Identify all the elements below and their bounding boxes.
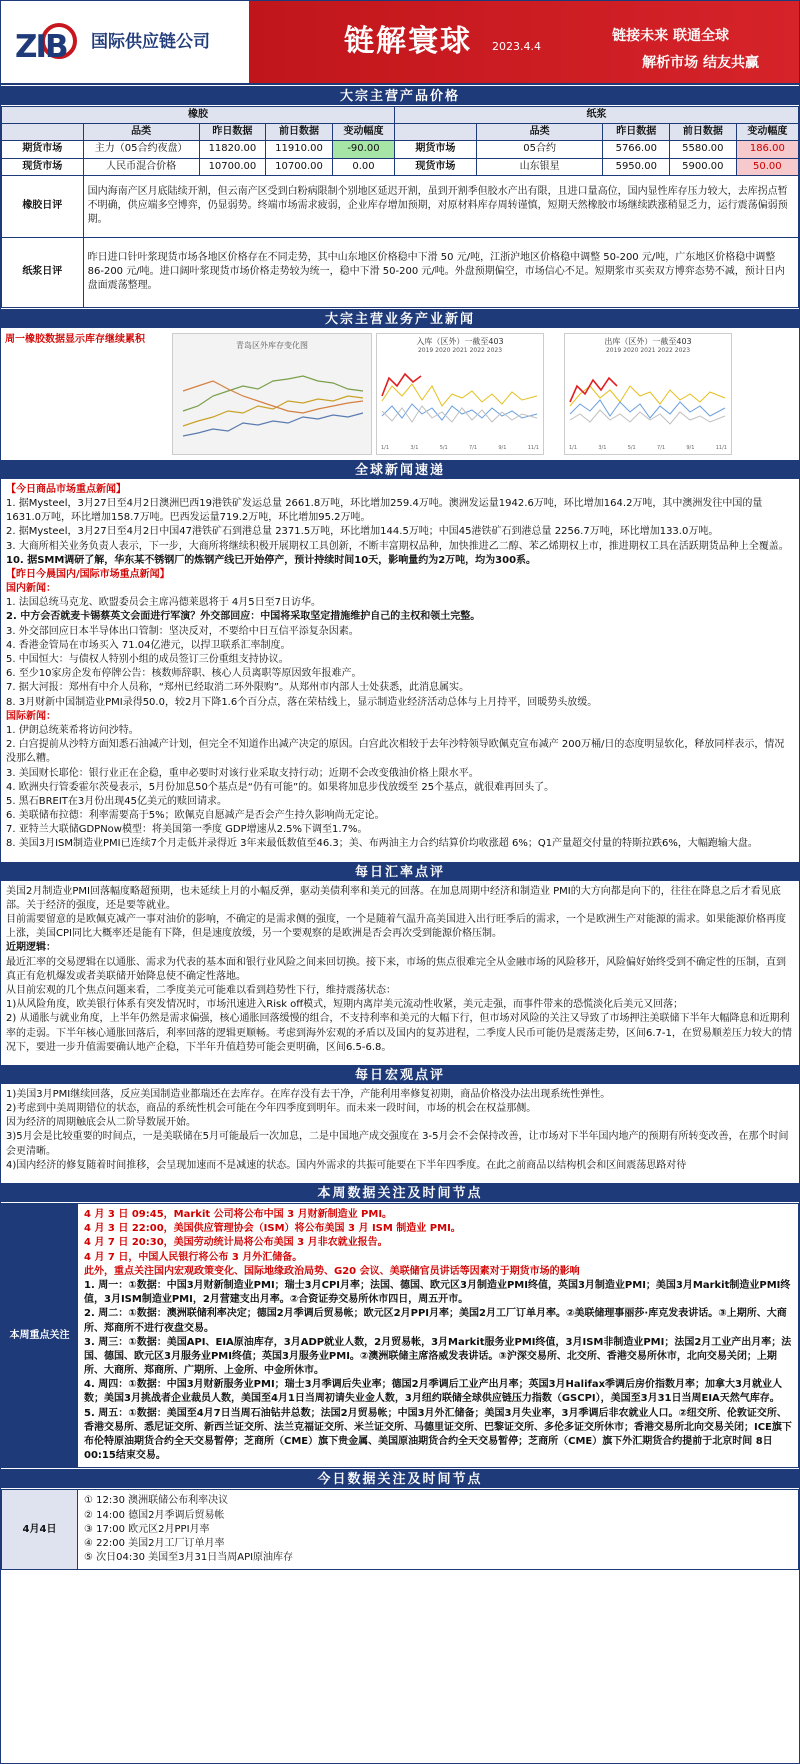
list-item: 1. 周一：①数据：中国3月财新制造业PMI；瑞士3月CPI月率；法国、德国、欧元区3月制造业PMI终值，英国3月制造业PMI；美国3月Markit制造业PMI终值，3月ISM制造业PMI，2月营建支出月率。②合资证券交易所休市四日，周五开市。 [84,1279,791,1306]
list-item: ③ 17:00 欧元区2月PPI月率 [84,1523,210,1535]
list-item: ⑤ 次日04:30 美国至3月31日当周API原油库存 [84,1552,294,1564]
list-item: 8. 3月财新中国制造业PMI录得50.0，较2月下降1.6个百分点，落在荣枯线上，显示制造业经济活动总体与上月持平，回暖势头放缓。 [6,696,598,708]
list-item: 2. 中方会否就麦卡锡蔡英文会面进行军演？外交部回应：中国将采取坚定措施维护自己的主权和领土完整。 [6,611,481,623]
rubber-futures-change: -90.00 [332,141,394,158]
macro-commentary [1,1085,799,1176]
list-item: 2)考虑到中美周期错位的状态，商品的系统性机会可能在今年四季度到明年。而未来一段时间，市场的机会在权益那侧。 [6,1103,537,1115]
list-item: 10. 据SMM调研了解，华东某不锈钢厂的炼钢产线已开始停产，预计持续时间10天，影响量约为2万吨，均为300系。 [6,554,537,566]
list-item: 8. 美国3月ISM制造业PMI已连续7个月走低并录得近 3年来最低数值至46.3；美、布两油主力合约结算价均收涨超 6%；Q1产量超交付量的特斯拉跌6%，大幅跑输大盘。 [6,838,758,850]
header [1,1,799,85]
rubber-commentary: 橡胶日评 国内海南产区月底陆续开割，但云南产区受到白粉病限制个别地区延迟开割，虽到开割季但胶水产出有限，且进口量高位，国内显性库存压力较大，去库拐点暂不明确，供应端多空博弈，仍显弱势。终端市场需求疲弱，企业库存增加预期，对原材料库存周转谨慎，短期天然橡胶市场继续跌涨稍显乏力，运行震荡偏弱预期。 [2,175,799,237]
fx-commentary: 美国2月制造业PMI回落幅度略超预期，也未延续上月的小幅反弹，驱动美债利率和美元的回落。在加息周期中经济和制造业 PMI的大方向都是向下的，往往在降息之后才看见底部。关于经济的强度，还是要等就业。 目前需要留意的是欧佩克减产一事对油价的影响，不确定的是需求侧的强度，一个是随着气温升高美国进入出行旺季后的需求，一个是欧洲生产对能源的需求。如果能源价格再度上涨，美国CPI同比大概率还是能有下降，但是速度放缓，另一个要观察的是欧洲是否会再次受到能源价格压制。 近期逻辑： 最近汇率的交易逻辑在以通胀、需求为代表的基本面和银行业风险之间来回切换。接下来，市场的焦点很难完全从金融市场的风险移开，风险偏好始终受到不确定性的压制，直到真正有危机爆发或者美联储开始降息使不确定性落地。 从目前宏观的几个焦点问题来看，二季度美元可能难以看到趋势性下行，维持震荡状态： 1)从风险角度，欧美银行体系有突发情况时，市场汛速进入Risk off模式，短期内离岸美元流动性收紧，美元走强，而事件带来的恐慌淡化后美元又回落； 2) 从通胀与就业角度，上半年仍然是需求偏强，核心通胀回落缓慢的组合，不支持利率和美元的大幅下行，但市场对风险的关注又导致了市场押注美联储下半年大幅降息和近期利率的走弱。下半年核心通胀回落后，利率回落的逻辑更顺畅。考虑到海外宏观的矛盾以及国内的复苏进程，二季度人民币可能仍是震荡走势，区间6.7-1，在贸易顺差压力较大的情况下，要进一步升值需要确认地产企稳，下半年升值趋势可能会更明确，区间6.5-6.8。 [6,885,792,1053]
paper-spot-change: 50.00 [736,158,798,175]
list-item: 1. 伊朗总统莱希将访问沙特。 [6,724,139,736]
list-item: 4 月 3 日 22:00，美国供应管理协会（ISM）将公布美国 3 月 ISM 制造业 PMI。 [84,1223,461,1235]
section-products: 大宗主营产品价格 [1,85,799,106]
rubber-header: 橡胶 [2,107,395,124]
industry-news [1,329,799,459]
chart-qingdao-inventory: 青岛区外库存变化图 [172,333,372,455]
week-label: 本周重点关注 [2,1204,78,1468]
list-item: 3. 美国财长耶伦：银行业正在企稳，重申必要时对该行业采取支持行动；近期不会改变俄油价格上限水平。 [6,767,479,779]
list-item: 6. 至少10家房企发布停牌公告：核数师辞职、核心人员离职等原因致年报难产。 [6,668,362,680]
table-row: 期货市场 主力（05合约夜盘） 11820.00 11910.00 -90.00 期货市场 05合约 5766.00 5580.00 186.00 [2,141,799,158]
company-logo: ZIB [15,21,87,63]
list-item: 3)5月会是比较重要的时间点，一是美联储在5月可能最后一次加息，二是中国地产成交强度在 3-5月会不会保持改善，让市场对下半年国内地产的预期有所转变改善，在那个时间会更清晰。 [6,1131,789,1157]
industry-headline: 周一橡胶数据显示库存继续累积 [5,333,145,345]
list-item: ① 12:30 澳洲联储公布利率决议 [84,1495,229,1507]
paper-commentary: 纸浆日评 昨日进口针叶浆现货市场各地区价格存在不同走势，其中山东地区价格稳中下滑 50 元/吨，江浙沪地区价格稳中调整 50-200 元/吨，广东地区价格稳中调整 86-200 元/吨。进口阔叶浆现货市场价格走势较为统一，稳中下滑 50-200 元/吨。外盘预期偏空，市场信心不足。短期浆市买卖双方博弈态势不减，预计日内盘面震荡整理。 [2,237,799,307]
section-global-news: 全球新闻速递 [1,459,799,480]
list-item: 3. 周三：①数据：美国API、EIA原油库存，3月ADP就业人数，2月贸易帐，3月Markit服务业PMI终值，3月ISM非制造业PMI；法国2月工业产出月率；法国、德国、欧元区3月服务业PMI终值；英国3月服务业PMI。②澳洲联储主席洛威发表讲话。③沪深交易所、北交所、香港交易所休市，北向交易关闭；上期所、大商所、郑商所、广期所、上金所、中金所休市。 [84,1336,792,1377]
paper-futures-change: 186.00 [736,141,798,158]
list-item: 6. 美联储布拉德：利率需要高于5%；欧佩克自愿减产是否会产生持久影响尚无定论。 [6,810,385,822]
list-item: ④ 22:00 美国2月工厂订单月率 [84,1537,225,1549]
paper-header: 纸浆 [395,107,799,124]
list-item: 1)美国3月PMI继续回落，反应美国制造业都瑞还在去库存。在库存没有去干净，产能利用率修复初期，商品价格没办法出现系统性弹性。 [6,1088,611,1100]
issue-date: 2023.4.4 [492,40,541,54]
list-item: 2. 白宫提前从沙特方面知悉石油减产计划，但完全不知道作出减产决定的原因。白宫此次相较于去年沙特领导欧佩克宣布减产 200万桶/日的态度明显软化，释放同样表示，情况没那么糟。 [6,739,785,765]
list-item: 4 月 3 日 09:45，Markit 公司将公布中国 3 月财新制造业 PMI。 [84,1209,393,1220]
list-item: 7. 据大河报：郑州有中介人员称，“郑州已经取消二环外限购”。从郑州市内部人士处获悉，此消息属实。 [6,682,470,694]
list-item: 4 月 7 日，中国人民银行将公布 3 月外汇储备。 [84,1251,303,1263]
newsletter-title: 链解寰球 [344,23,472,59]
list-item: 1. 据Mysteel，3月27日至4月2日澳洲巴西19港铁矿发运总量 2661.8万吨，环比增加259.4万吨。澳洲发运量1942.6万吨，环比增加164.2万吨，其中澳洲发往中国的量 1631.0万吨，环比增加158.7万吨。巴西发运量719.2万吨，环比增加95.2万吨。 [6,497,763,524]
price-table: 橡胶 纸浆 品类 昨日数据 前日数据 变动幅度 品类 昨日数据 前日数据 变动幅度 期货市场 主力（05合约夜盘） 11820.00 11910.00 -90.00 期货市场 05合约 5766.00 5580.00 186.00 现货市场 人民币混合价格 10700.00 10700.00 0.00 现货市场 山东银星 5950.00 5900.00 50.00 橡胶日评 国内海南产区月底陆续开割，但云南产区受到白粉病限制个别地区延迟开割，虽到开割季但胶水产出有限，且进口量高位，国内显性库存压力较大，去库拐点暂不明确，供应端多空博弈，仍显弱势。终端市场需求疲弱，企业库存增加预期，对原材料库存周转谨慎，短期天然橡胶市场继续跌涨稍显乏力，运行震荡偏弱预期。 纸浆日评 昨日进口针叶浆现货市场各地区价格存在不同走势，其中山东地区价格稳中下滑 50 元/吨，江浙沪地区价格稳中调整 50-200 元/吨，广东地区价格稳中调整 86-200 元/吨。进口阔叶浆现货市场价格走势较为统一，稳中下滑 50-200 元/吨。外盘预期偏空，市场信心不足。短期浆市买卖双方博弈态势不减，预计日内盘面震荡整理。 [1,106,799,308]
list-item: 4 月 7 日 20:30，美国劳动统计局将公布美国 3 月非农就业报告。 [84,1237,388,1249]
chart-outbound: 出库（区外）一截至403 2019 2020 2021 2022 2023 1/1 3/1 5/1 7/1 9/1 11/1 [564,333,732,455]
list-item: 3. 外交部回应日本半导体出口管制：坚决反对，不要给中日互信平添复杂因素。 [6,625,359,637]
list-item: 3. 大商所相关业务负责人表示，下一步，大商所将继续积极开展期权工具创新，不断丰富期权品种，加快推进乙二醇、苯乙烯期权上市，推进期权工具在活跃期货品种上全覆盖。 [6,540,789,552]
slogan: 链接未来 联通全球 解析市场 结友共赢 [612,28,759,71]
list-item: 7. 亚特兰大联储GDPNow模型：将美国第一季度 GDP增速从2.5%下调至1.7%。 [6,824,368,836]
list-item: 1. 法国总统马克龙、欧盟委员会主席冯德莱恩将于 4月5日至7日访华。 [6,597,321,609]
list-item: 5. 周五：①数据：美国至4月7日当周石油钻井总数；法国2月贸易帐；中国3月外汇储备；美国3月失业率，3月季调后非农就业人口。②纽交所、伦敦证交所、香港交易所、悉尼证交所、新西兰证交所、法兰克福证交所、米兰证交所、马德里证交所、巴黎证交所、多伦多证交所休市；香港交易所北向交易关闭；ICE旗下布伦特原油期货合约全天交易暂停；芝商所（CME）旗下贵金属、美国原油期货合约全天交易暂停；芝商所（CME）旗下外汇期货合约提前于北京时间 8日00:15结束交易。 [84,1407,792,1462]
list-item: 4)国内经济的修复随着时间推移，会呈现加速而不是减速的状态。国内外需求的共振可能要在下半年四季度。在此之前商品以结构机会和区间震荡思路对待 [6,1159,687,1171]
table-row: 现货市场 人民币混合价格 10700.00 10700.00 0.00 现货市场 山东银星 5950.00 5900.00 50.00 [2,158,799,175]
section-week: 本周数据关注及时间节点 [1,1182,799,1203]
logo-area [1,1,249,83]
today-schedule [1,1489,799,1570]
list-item: 4. 欧洲央行管委霍尔茨曼表示，5月份加息50个基点是“仍有可能”的。如果将加息步伐放缓至 25个基点，就很难再回头了。 [6,781,555,793]
list-item: 2. 周二：①数据：澳洲联储利率决定；德国2月季调后贸易帐；欧元区2月PPI月率；美国2月工厂订单月率。②美联储理事丽莎·库克发表讲话。③上期所、大商所、郑商所不进行夜盘交易。 [84,1308,787,1334]
section-today: 今日数据关注及时间节点 [1,1468,799,1489]
list-item: 因为经济的周期触底会从二阶导数展开始。 [6,1117,196,1129]
list-item: 2. 据Mysteel，3月27日至4月2日中国47港铁矿石到港总量 2371.5万吨，环比增加144.5万吨；中国45港铁矿石到港总量 2256.7万吨，环比增加133.0万吨。 [6,526,719,538]
list-item: 4. 香港金管局在市场买入 71.04亿港元，以捍卫联系汇率制度。 [6,639,291,651]
company-name: 国际供应链公司 [91,31,210,52]
list-item: 5. 中国恒大：与债权人特别小组的成员签订三份重组支持协议。 [6,654,289,665]
today-label: 4月4日 [2,1490,78,1570]
list-item: ② 14:00 德国2月季调后贸易帐 [84,1509,225,1521]
section-fx: 每日汇率点评 [1,861,799,882]
chart-inbound: 入库（区外）一截至403 2019 2020 2021 2022 2023 1/1 3/1 5/1 7/1 9/1 11/1 [376,333,544,455]
header-banner [249,1,799,83]
list-item: 5. 黑石BREIT在3月份出现45亿美元的赎回请求。 [6,795,227,807]
list-item: 此外，重点关注国内宏观政策变化、国际地缘政治局势、G20 会议、美联储官员讲话等因素对于期货市场的影响 [84,1265,580,1277]
global-news: 【今日商品市场重点新闻】 1. 据Mysteel，3月27日至4月2日澳洲巴西19港铁矿发运总量 2661.8万吨，环比增加259.4万吨。澳洲发运量1942.6万吨，环比增加164.2万吨，其中澳洲发往中国的量 1631.0万吨，环比增加158.7万吨。巴西发运量719.2万吨，环比增加95.2万吨。 2. 据Mysteel，3月27日至4月2日中国47港铁矿石到港总量 2371.5万吨，环比增加144.5万吨；中国45港铁矿石到港总量 2256.7万吨，环比增加133.0万吨。 3. 大商所相关业务负责人表示，下一步，大商所将继续积极开展期权工具创新，不断丰富期权品种，加快推进乙二醇、苯乙烯期权上市，推进期权工具在活跃期货品种上全覆盖。 10. 据SMM调研了解，华东某不锈钢厂的炼钢产线已开始停产，预计持续时间10天，影响量约为2万吨，均为300系。 【昨日今晨国内/国际市场重点新闻】 国内新闻： 1. 法国总统马克龙、欧盟委员会主席冯德莱恩将于 4月5日至7日访华。 2. 中方会否就麦卡锡蔡英文会面进行军演？外交部回应：中国将采取坚定措施维护自己的主权和领土完整。 3. 外交部回应日本半导体出口管制：坚决反对，不要给中日互信平添复杂因素。 4. 香港金管局在市场买入 71.04亿港元，以捍卫联系汇率制度。 5. 中国恒大：与债权人特别小组的成员签订三份重组支持协议。 6. 至少10家房企发布停牌公告：核数师辞职、核心人员离职等原因致年报难产。 7. 据大河报：郑州有中介人员称，“郑州已经取消二环外限购”。从郑州市内部人士处获悉，此消息属实。 8. 3月财新中国制造业PMI录得50.0，较2月下降1.6个百分点，落在荣枯线上，显示制造业经济活动总体与上月持平，回暖势头放缓。 国际新闻： 1. 伊朗总统莱希将访问沙特。 2. 白宫提前从沙特方面知悉石油减产计划，但完全不知道作出减产决定的原因。白宫此次相较于去年沙特领导欧佩克宣布减产 200万桶/日的态度明显软化，释放同样表示，情况没那么糟。 3. 美国财长耶伦：银行业正在企稳，重申必要时对该行业采取支持行动；近期不会改变俄油价格上限水平。 4. 欧洲央行管委霍尔茨曼表示，5月份加息50个基点是“仍有可能”的。如果将加息步伐放缓至 25个基点，就很难再回头了。 5. 黑石BREIT在3月份出现45亿美元的赎回请求。 6. 美联储布拉德：利率需要高于5%；欧佩克自愿减产是否会产生持久影响尚无定论。 7. 亚特兰大联储GDPNow模型：将美国第一季度 GDP增速从2.5%下调至1.7%。 8. 美国3月ISM制造业PMI已连续7个月走低并录得近 3年来最低数值至46.3；美、布两油主力合约结算价均收涨超 6%；Q1产量超交付量的特斯拉跌6%，大幅跑输大盘。 [1,480,799,855]
week-schedule [1,1203,799,1468]
list-item: 4. 周四：①数据：中国3月财新服务业PMI；瑞士3月季调后失业率；德国2月季调后工业产出月率；英国3月Halifax季调后房价指数月率；加拿大3月就业人数；美国3月挑战者企业裁员人数，美国至4月1日当周初请失业金人数，3月纽约联储全球供应链压力指数（GSCPI），美国至3月31日当周EIA天然气库存。 [84,1379,783,1405]
section-industry: 大宗主营业务产业新闻 [1,308,799,329]
section-macro: 每日宏观点评 [1,1064,799,1085]
